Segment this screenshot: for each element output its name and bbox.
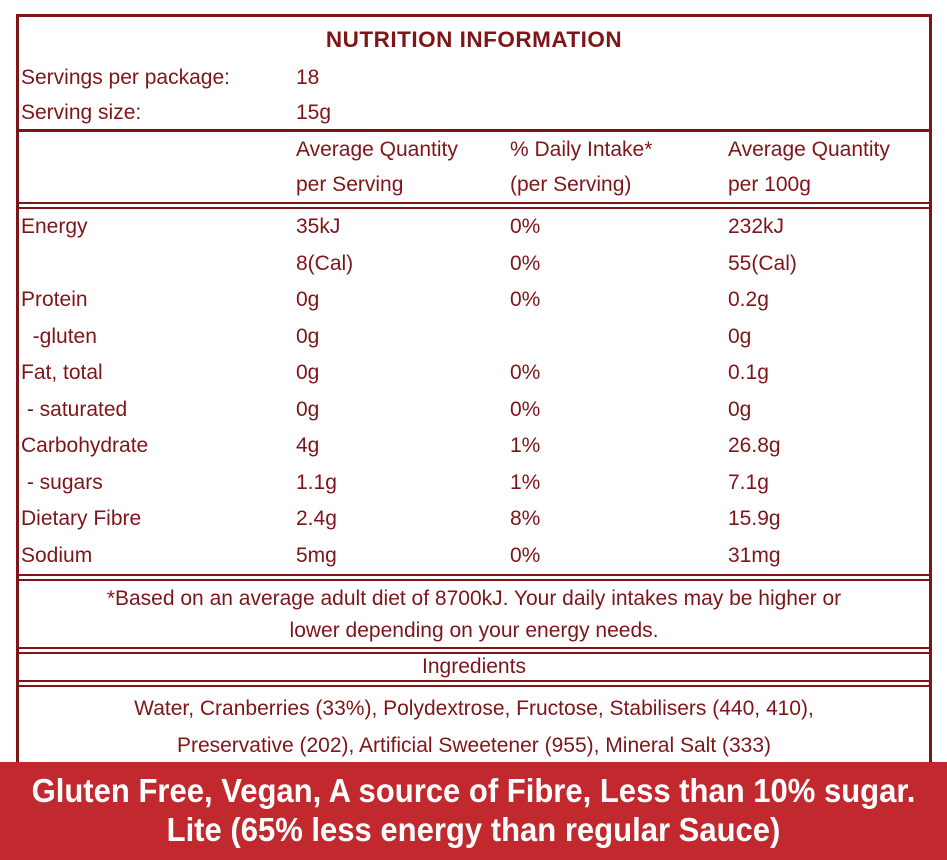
nutrient-rows — [19, 209, 929, 574]
claims-line-1: Gluten Free, Vegan, A source of Fibre, Less than 10% sugar. — [31, 772, 916, 809]
separator — [19, 574, 929, 581]
table-row-saturated: - saturated 0g 0% 0g — [21, 397, 752, 421]
table-row-gluten: -gluten 0g 0g — [21, 324, 752, 348]
claims-line-2: Lite (65% less energy than regular Sauce) — [166, 811, 781, 848]
ingredients-list: Water, Cranberries (33%), Polydextrose, Fructose, Stabilisers (440, 410), Preservative (202), Artificial Sweetener (955), Mineral Salt (333) — [134, 697, 814, 757]
serving-size-value: 15g — [296, 101, 332, 124]
claims-banner-text — [28, 762, 918, 849]
separator — [19, 680, 929, 687]
table-row-sugars: - sugars 1.1g 1% 7.1g — [21, 470, 769, 494]
serving-size-label: Serving size: — [21, 101, 142, 124]
table-row-energy-cal: 8(Cal) 0% 55(Cal) — [296, 251, 797, 275]
column-header-per-serving: Average Quantity per Serving — [296, 138, 458, 196]
table-row-fat-total: Fat, total 0g 0% 0.1g — [21, 361, 769, 384]
panel-title: NUTRITION INFORMATION — [325, 27, 623, 52]
serving-size-row — [19, 95, 929, 130]
table-row-sodium: Sodium 5mg 0% 31mg — [21, 543, 781, 567]
separator — [19, 202, 929, 209]
column-headers — [19, 132, 929, 202]
top-section — [19, 17, 929, 129]
table-row-energy: Energy 35kJ 0% 232kJ — [21, 215, 785, 238]
column-header-daily-intake: % Daily Intake* (per Serving) — [510, 138, 653, 196]
claims-banner — [0, 762, 947, 860]
daily-intake-footnote: *Based on an average adult diet of 8700kJ. Your daily intakes may be higher or lower depending on your energy needs. — [106, 587, 842, 642]
column-header-spacer — [19, 133, 296, 202]
table-row-dietary-fibre: Dietary Fibre 2.4g 8% 15.9g — [21, 507, 781, 530]
servings-per-package-label: Servings per package: — [21, 66, 230, 89]
table-row-protein: Protein 0g 0% 0.2g — [21, 288, 769, 311]
servings-per-package-value: 18 — [296, 66, 320, 89]
column-header-per-100g: Average Quantity per 100g — [728, 138, 890, 196]
ingredients-heading: Ingredients — [422, 655, 526, 678]
nutrition-information-panel — [16, 14, 932, 762]
table-row-carbohydrate: Carbohydrate 4g 1% 26.8g — [21, 434, 781, 457]
servings-per-package-row — [19, 60, 929, 95]
separator — [19, 647, 929, 654]
